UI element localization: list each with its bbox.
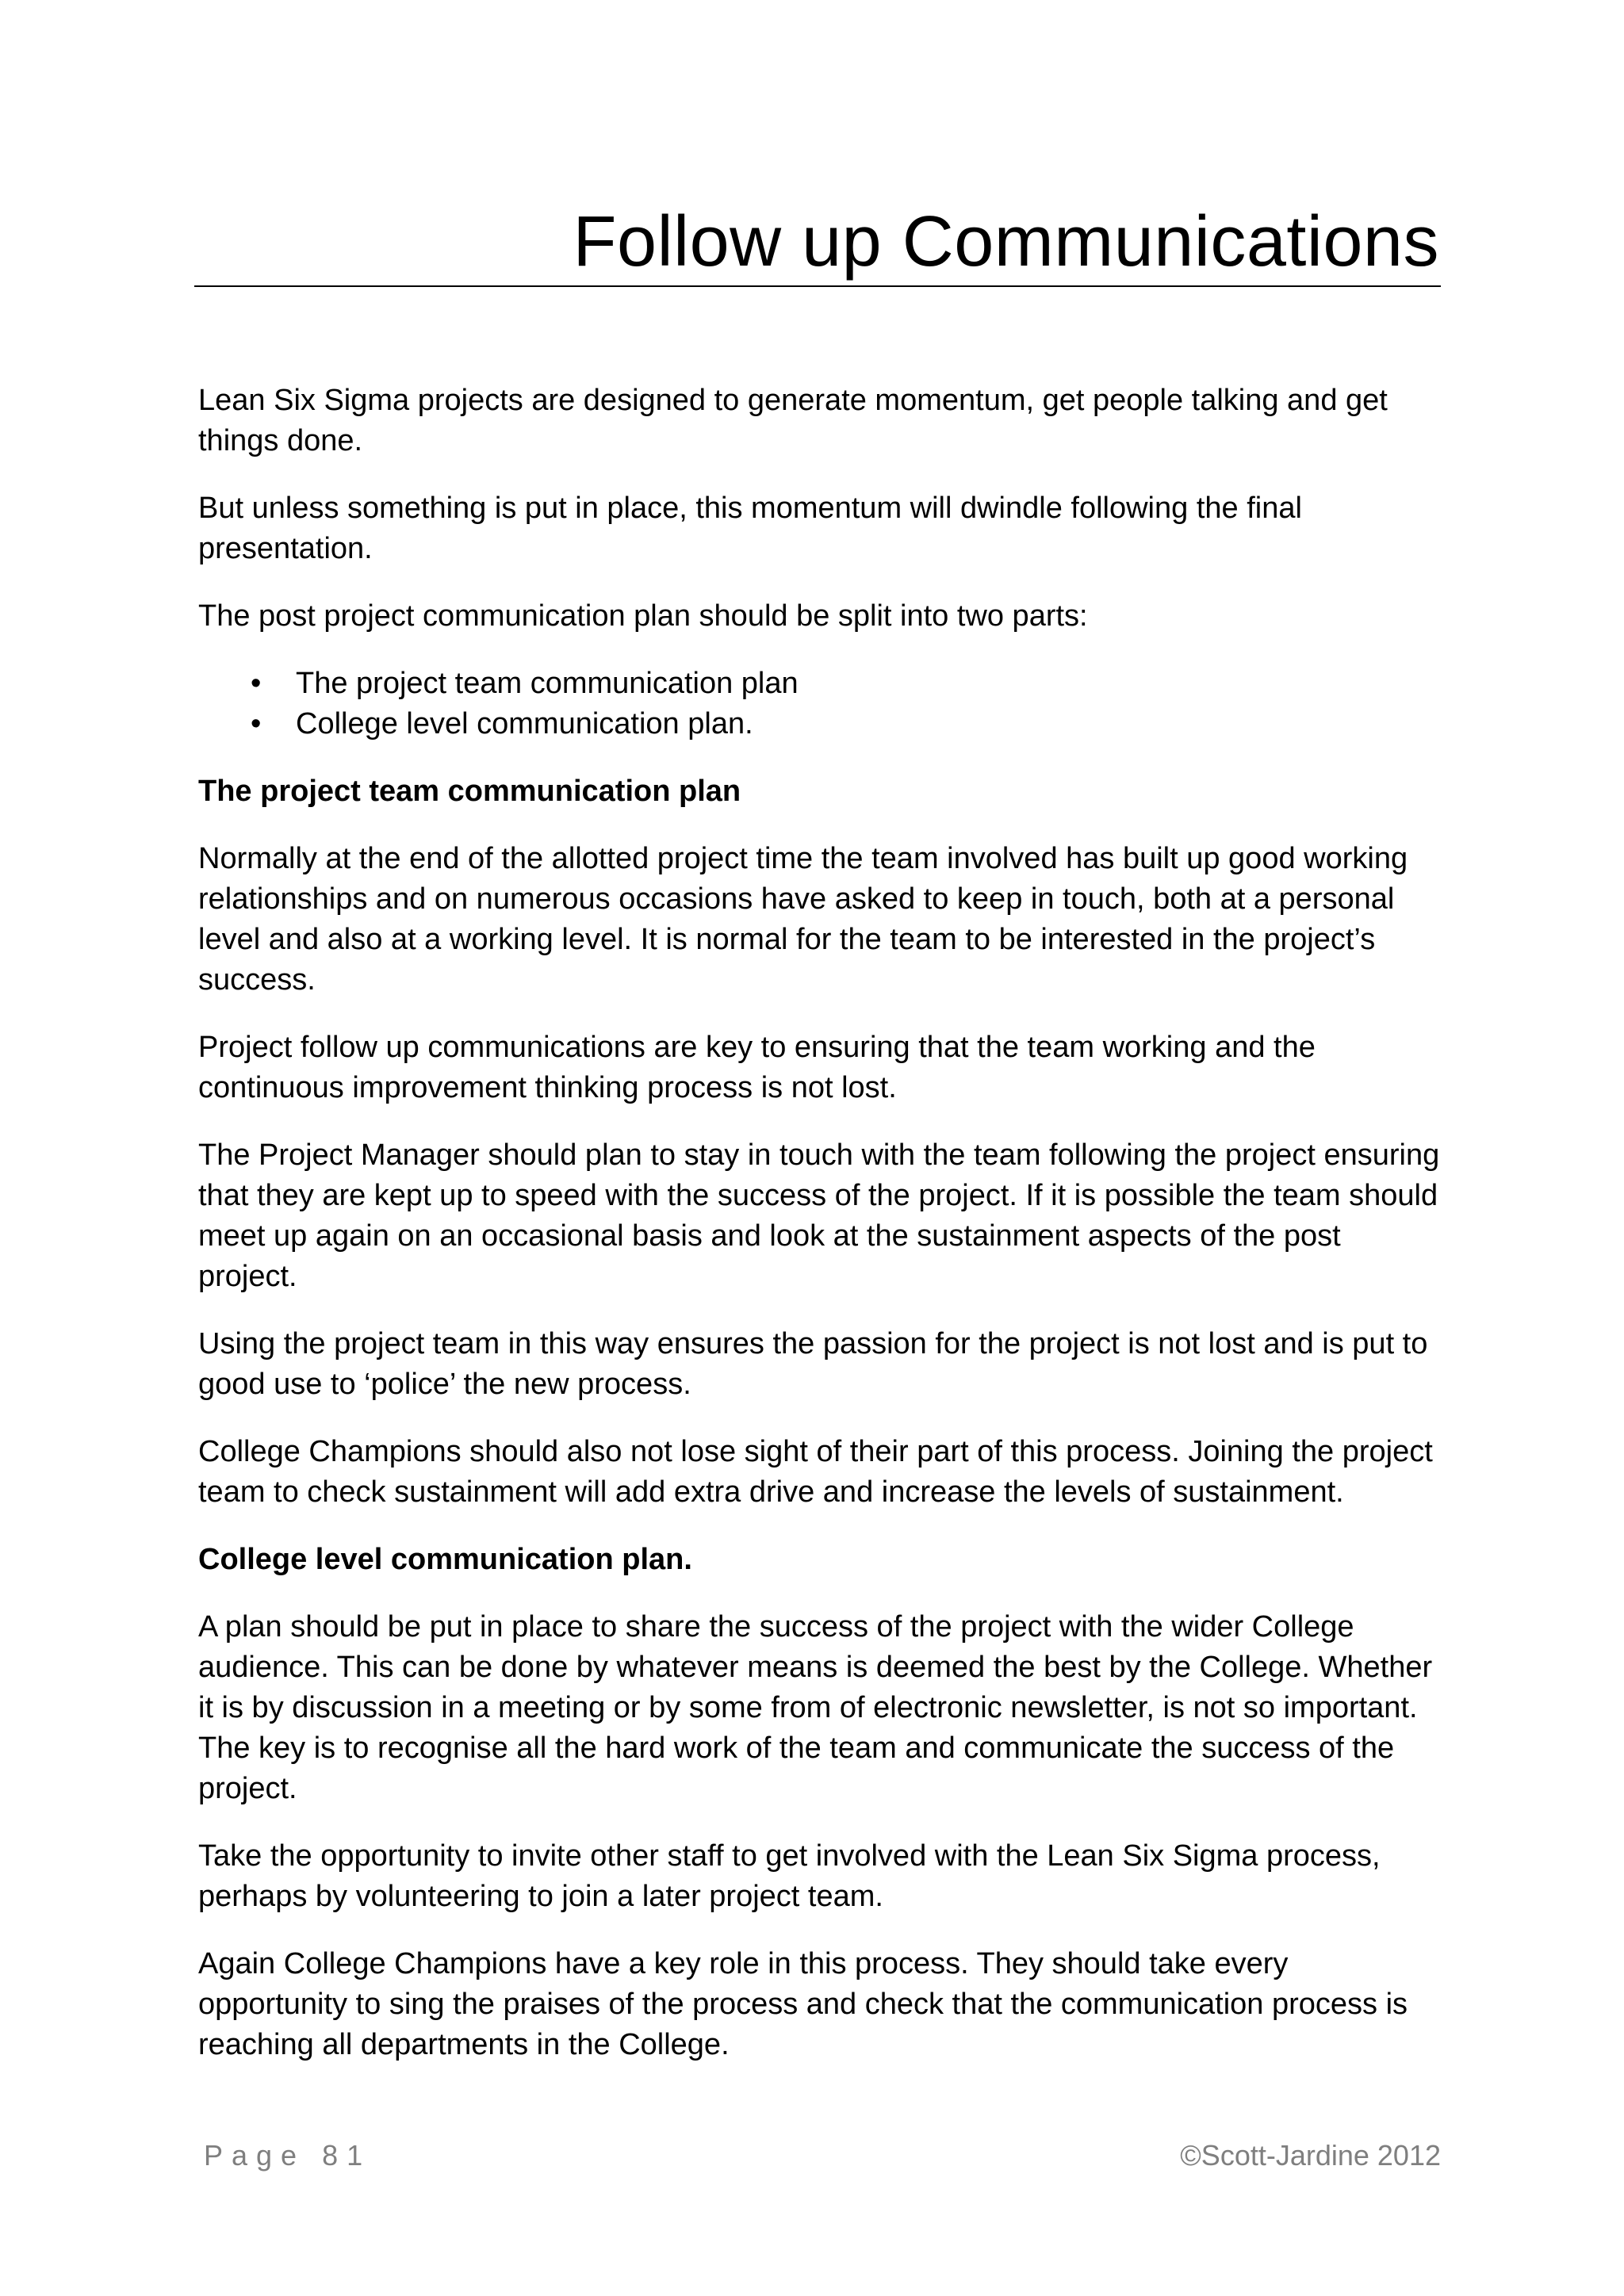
plan-parts-list xyxy=(198,664,1443,744)
bullet-icon: • xyxy=(251,707,262,740)
intro-paragraph-1: Lean Six Sigma projects are designed to generate momentum, get people talking and get things done. xyxy=(198,384,1388,457)
copyright-notice: ©Scott-Jardine 2012 xyxy=(1180,2139,1441,2172)
college-level-paragraph-1: A plan should be put in place to share the success of the project with the wider College audience. This can be done by whatever means is deemed the best by the College. Whether it is by discussion in a meeting or by some from of electronic newsletter, is not so important. The key is to recognise all the hard work of the team and communicate the success of the project. xyxy=(198,1610,1433,1805)
page-number: Page 81 xyxy=(204,2139,372,2172)
project-team-paragraph-1: Normally at the end of the allotted project time the team involved has built up good working relationships and on numerous occasions have asked to keep in touch, both at a personal level and also at a working level. It is normal for the team to be interested in the project’s success. xyxy=(198,842,1408,997)
project-team-paragraph-2: Project follow up communications are key to ensuring that the team working and the continuous improvement thinking process is not lost. xyxy=(198,1031,1316,1104)
project-team-paragraph-4: Using the project team in this way ensures the passion for the project is not lost and is put to good use to ‘police’ the new process. xyxy=(198,1327,1428,1401)
list-item xyxy=(198,704,1443,744)
list-item xyxy=(198,664,1443,704)
intro-paragraph-3: The post project communication plan should be split into two parts: xyxy=(198,599,1088,633)
page-title: Follow up Communications xyxy=(573,202,1439,281)
title-underline xyxy=(194,285,1441,287)
college-level-paragraph-2: Take the opportunity to invite other staff to get involved with the Lean Six Sigma process, perhaps by volunteering to join a later project team. xyxy=(198,1839,1381,1913)
project-team-paragraph-5: College Champions should also not lose sight of their part of this process. Joining the project team to check sustainment will add extra drive and increase the levels of sustainment. xyxy=(198,1435,1433,1509)
project-team-paragraph-3: The Project Manager should plan to stay in touch with the team following the project ensuring that they are kept up to speed with the success of the project. If it is possible the team should meet up again on an occasional basis and look at the sustainment aspects of the post project. xyxy=(198,1138,1440,1293)
intro-paragraph-2: But unless something is put in place, this momentum will dwindle following the final presentation. xyxy=(198,492,1302,565)
section-heading-college-level: College level communication plan. xyxy=(198,1543,692,1576)
list-item-text: The project team communication plan xyxy=(296,667,799,700)
list-item-text: College level communication plan. xyxy=(296,707,753,740)
bullet-icon: • xyxy=(251,667,262,700)
body-content xyxy=(198,381,1443,2092)
college-level-paragraph-3: Again College Champions have a key role in this process. They should take every opportunity to sing the praises of the process and check that the communication process is reaching all departments in the College. xyxy=(198,1947,1408,2061)
section-heading-project-team: The project team communication plan xyxy=(198,775,741,808)
